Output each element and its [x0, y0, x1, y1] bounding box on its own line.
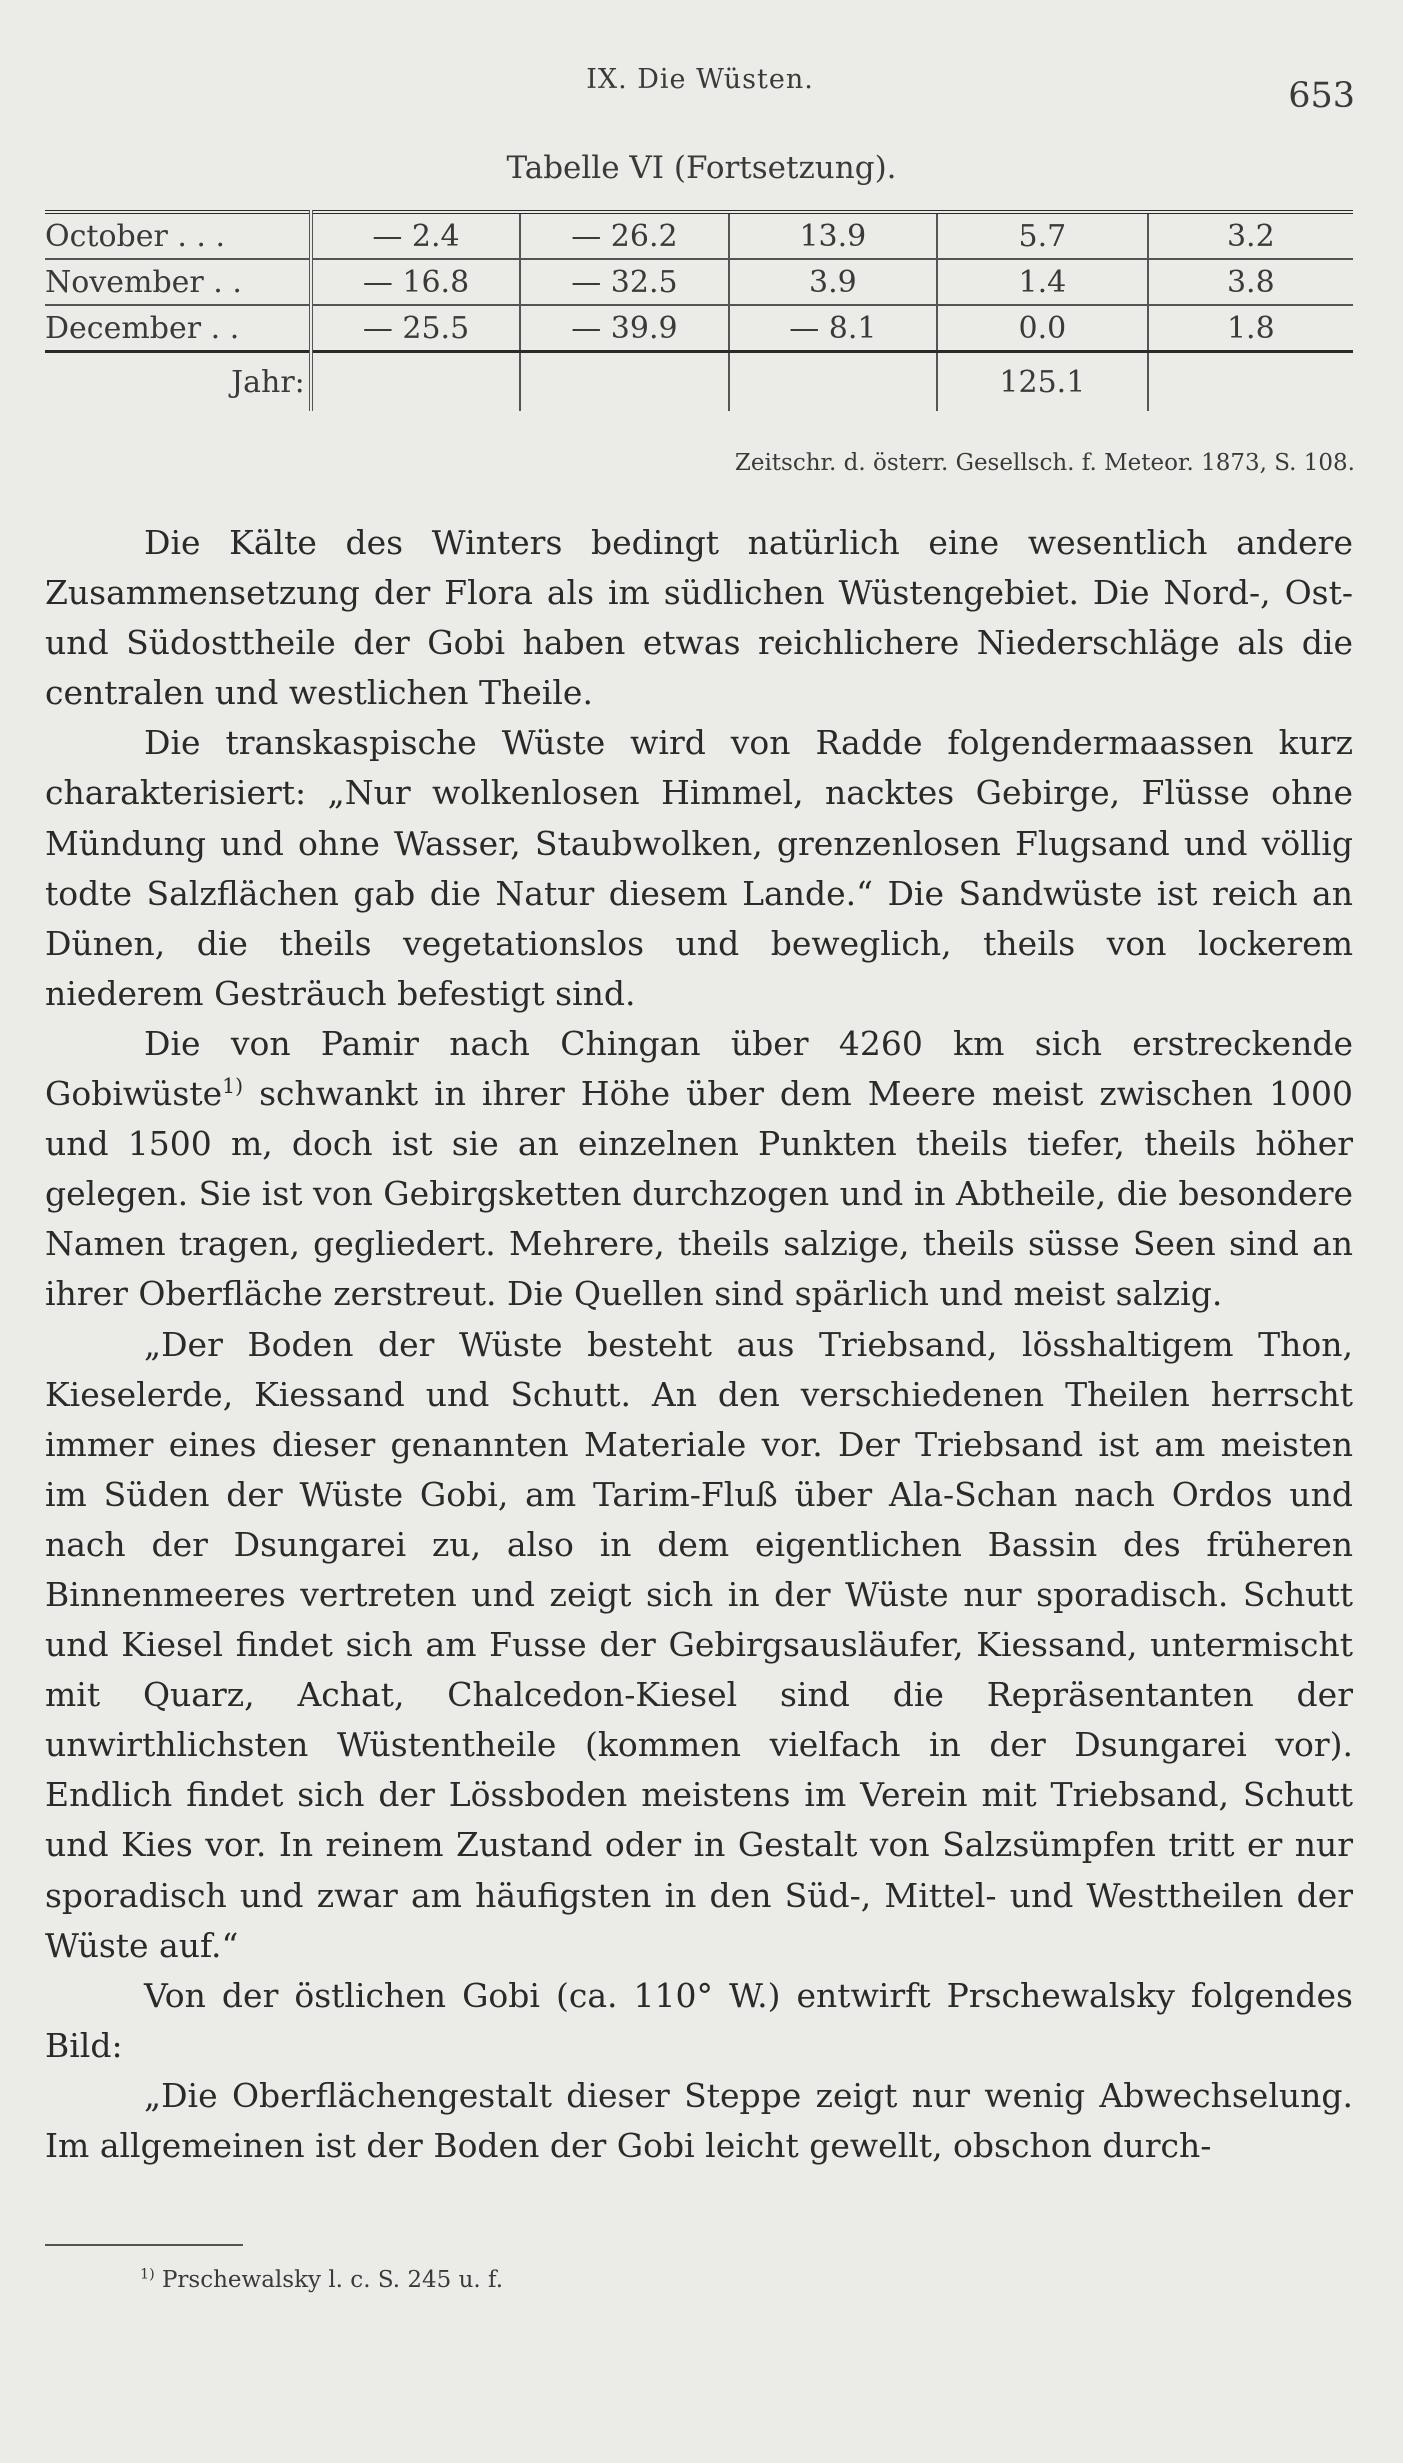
footnote-marker[interactable]: 1): [222, 1074, 244, 1099]
table-cell: [520, 352, 728, 412]
table-row: [45, 305, 1353, 352]
running-title: IX. Die Wüsten.: [586, 64, 814, 95]
row-label: November . .: [45, 259, 311, 305]
table-cell: 125.1: [937, 352, 1148, 412]
table-cell: 0.0: [937, 305, 1148, 352]
body-text: [45, 518, 1353, 2171]
table-cell: 13.9: [729, 212, 937, 259]
table-cell: — 32.5: [520, 259, 728, 305]
table-caption: Tabelle VI (Fortsetzung).: [506, 150, 897, 186]
paragraph-gobi: [45, 1019, 1353, 1320]
table-cell: — 8.1: [729, 305, 937, 352]
table-cell: 1.8: [1148, 305, 1353, 352]
table-cell: 1.4: [937, 259, 1148, 305]
table-cell: [729, 352, 937, 412]
paragraph: Von der östlichen Gobi (ca. 110° W.) entwirft Prschewalsky folgendes Bild:: [45, 1975, 1353, 2065]
table-row: [45, 212, 1353, 259]
table-row: [45, 259, 1353, 305]
running-head: [45, 64, 1355, 116]
table-cell: — 26.2: [520, 212, 728, 259]
footnote: [140, 2267, 503, 2293]
row-label: Jahr:: [45, 352, 311, 412]
footnote-number: 1): [140, 2266, 155, 2283]
table-cell: [311, 352, 520, 412]
table-row-year: [45, 352, 1353, 412]
table-cell: — 25.5: [311, 305, 520, 352]
table-cell: 5.7: [937, 212, 1148, 259]
climate-table: [45, 210, 1353, 411]
table-cell: 3.9: [729, 259, 937, 305]
paragraph: „Die Oberflächengestalt dieser Steppe zeigt nur wenig Abwechselung. Im allgemeinen ist der Boden der Gobi leicht gewellt, obschon durch-: [45, 2075, 1353, 2165]
text-run: schwankt in ihrer Höhe über dem Meere meist zwischen 1000 und 1500 m, doch ist sie an einzelnen Punkten theils tiefer, theils höher gelegen. Sie ist von Gebirgsketten durchzogen und in Abtheile, die besondere Namen tragen, gegliedert. Mehrere, theils salzige, theils süsse Seen sind an ihrer Oberfläche zerstreut. Die Quellen sind spärlich und meist salzig.: [45, 1074, 1353, 1314]
paragraph: Die Kälte des Winters bedingt natürlich eine wesentlich andere Zusammensetzung der Flora als im südlichen Wüstengebiet. Die Nord-, Ost- und Südosttheile der Gobi haben etwas reichlichere Niederschläge als die centralen und westlichen Theile.: [45, 523, 1353, 713]
paragraph: „Der Boden der Wüste besteht aus Triebsand, lösshaltigem Thon, Kieselerde, Kiessand und Schutt. An den verschiedenen Theilen herrscht immer eines dieser genannten Materiale vor. Der Triebsand ist am meisten im Süden der Wüste Gobi, am Tarim-Fluß über Ala-Schan nach Ordos und nach der Dsungarei zu, also in dem eigentlichen Bassin des früheren Binnenmeeres vertreten und zeigt sich in der Wüste nur sporadisch. Schutt und Kiesel findet sich am Fusse der Gebirgsausläufer, Kiessand, untermischt mit Quarz, Achat, Chalcedon-Kiesel sind die Repräsentanten der unwirthlichsten Wüstentheile (kommen vielfach in der Dsungarei vor). Endlich findet sich der Lössboden meistens im Verein mit Triebsand, Schutt und Kies vor. In reinem Zustand oder in Gestalt von Salzsümpfen tritt er nur sporadisch und zwar am häufigsten in den Süd-, Mittel- und Westtheilen der Wüste auf.“: [45, 1324, 1353, 1965]
table-cell: 3.8: [1148, 259, 1353, 305]
footnote-text: Prschewalsky l. c. S. 245 u. f.: [154, 2267, 504, 2293]
page-number: 653: [1288, 76, 1355, 116]
row-label: December . .: [45, 305, 311, 352]
row-label: October . . .: [45, 212, 311, 259]
table-cell: — 39.9: [520, 305, 728, 352]
table-cell: — 16.8: [311, 259, 520, 305]
table-cell: — 2.4: [311, 212, 520, 259]
table-source: Zeitschr. d. österr. Gesellsch. f. Meteor. 1873, S. 108.: [734, 450, 1355, 476]
table-cell: 3.2: [1148, 212, 1353, 259]
footnote-divider: [45, 2244, 243, 2246]
paragraph: Die transkaspische Wüste wird von Radde folgendermaassen kurz charakterisiert: „Nur wolkenlosen Himmel, nacktes Gebirge, Flüsse ohne Mündung und ohne Wasser, Staubwolken, grenzenlosen Flugsand und völlig todte Salzflächen gab die Natur diesem Lande.“ Die Sandwüste ist reich an Dünen, die theils vegetationslos und beweglich, theils von lockerem niederem Gesträuch befestigt sind.: [45, 723, 1353, 1013]
table-cell: [1148, 352, 1353, 412]
text-run: Die von Pamir nach Chingan über 4260 km sich erstreckende Gobiwüste: [45, 1023, 1353, 1114]
